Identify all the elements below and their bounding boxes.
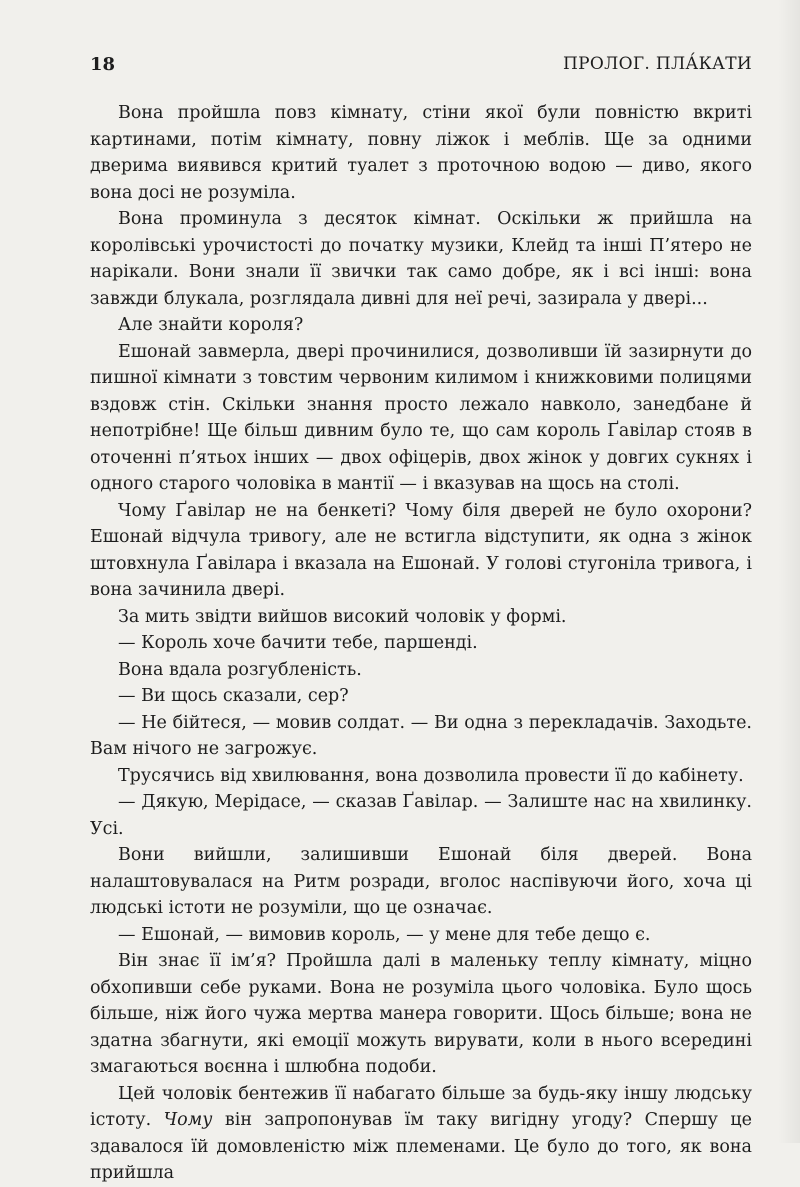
paragraph: Вона проминула з десяток кімнат. Оскільки ж прийшла на королівські урочистості до початку музики, Клейд та інші П’ятеро не нарікали. Вони знали її звички так само добре, як і всі інші: вона завжди блукала, розглядала дивні для неї речі, зазирала у двері... xyxy=(90,209,752,309)
dialogue-line: — Ешонай, — вимовив король, — у мене для тебе дещо є. xyxy=(118,924,651,945)
page-number: 18 xyxy=(90,54,116,75)
paragraph: Ешонай завмерла, двері прочинилися, дозволивши їй зазирнути до пишної кімнати з товстим червоним килимом і книжковими полицями вздовж стін. Скільки знання просто лежало навколо, занедбане й непотрібне! Ще більш дивним було те, що сам король Ґавілар стояв в оточенні п’ятьох інших — двох офіцерів, двох жінок у довгих сукнях і одного старого чоловіка в мантії — і вказував на щось на столі. xyxy=(90,341,752,494)
dialogue-line: — Дякую, Мерідасе, — сказав Ґавілар. — Залиште нас на хвилинку. Усі. xyxy=(90,792,752,839)
paragraph: Чому Ґавілар не на бенкеті? Чому біля дверей не було охорони? Ешонай відчула тривогу, але не встигла відступити, як одна з жінок штовхнула Ґавілара і вказала на Ешонай. У голові стугоніла тривога, і вона зачинила двері. xyxy=(90,500,752,600)
paragraph: Але знайти короля? xyxy=(118,315,304,335)
text-body xyxy=(90,100,752,1187)
dialogue-line: — Ви щось сказали, сер? xyxy=(118,686,349,706)
paragraph: Трусячись від хвилювання, вона дозволила провести її до кабінету. xyxy=(118,765,744,786)
page-header xyxy=(90,54,752,82)
dialogue-line: — Не бійтеся, — мовив солдат. — Ви одна з перекладачів. Заходьте. Вам нічого не загрожує. xyxy=(90,712,752,759)
last-paragraph-end: він запропонував їм таку вигідну угоду? Спершу це здавалося їй домовленістю між племенами. Це було до того, як вона прийшла xyxy=(90,1110,752,1183)
paragraph: Він знає її ім’я? Пройшла далі в маленьку теплу кімнату, міцно обхопивши себе руками. Вона не розуміла цього чоловіка. Було щось більше, ніж його чужа мертва манера говорити. Щось більше; вона не здатна збагнути, які емоції можуть вирувати, коли в нього всередині змагаються воєнна і шлюбна подоби. xyxy=(90,951,752,1077)
emphasized-word: Чому xyxy=(163,1110,213,1130)
paragraph: Вони вийшли, залишивши Ешонай біля дверей. Вона налаштовувалася на Ритм розради, вголос наспівуючи його, хоча ці людські істоти не розуміли, що це означає. xyxy=(90,845,752,918)
paragraph: Вона пройшла повз кімнату, стіни якої були повністю вкриті картинами, потім кімнату, повну ліжок і меблів. Ще за одними дверима виявився критий туалет з проточною водою — диво, якого вона досі не розуміла. xyxy=(90,103,752,203)
last-paragraph-start: Цей чоловік бентежив її набагато більше за будь-яку іншу людську істоту. xyxy=(90,1083,752,1130)
paragraph: За мить звідти вийшов високий чоловік у формі. xyxy=(118,606,567,627)
paragraph: Вона вдала розгубленість. xyxy=(118,659,362,680)
paragraph-last xyxy=(90,1081,752,1187)
running-head: ПРОЛОГ. ПЛА́КАТИ xyxy=(563,54,752,74)
page-edge-shadow xyxy=(778,0,800,1143)
dialogue-line: — Король хоче бачити тебе, паршенді. xyxy=(118,633,478,653)
